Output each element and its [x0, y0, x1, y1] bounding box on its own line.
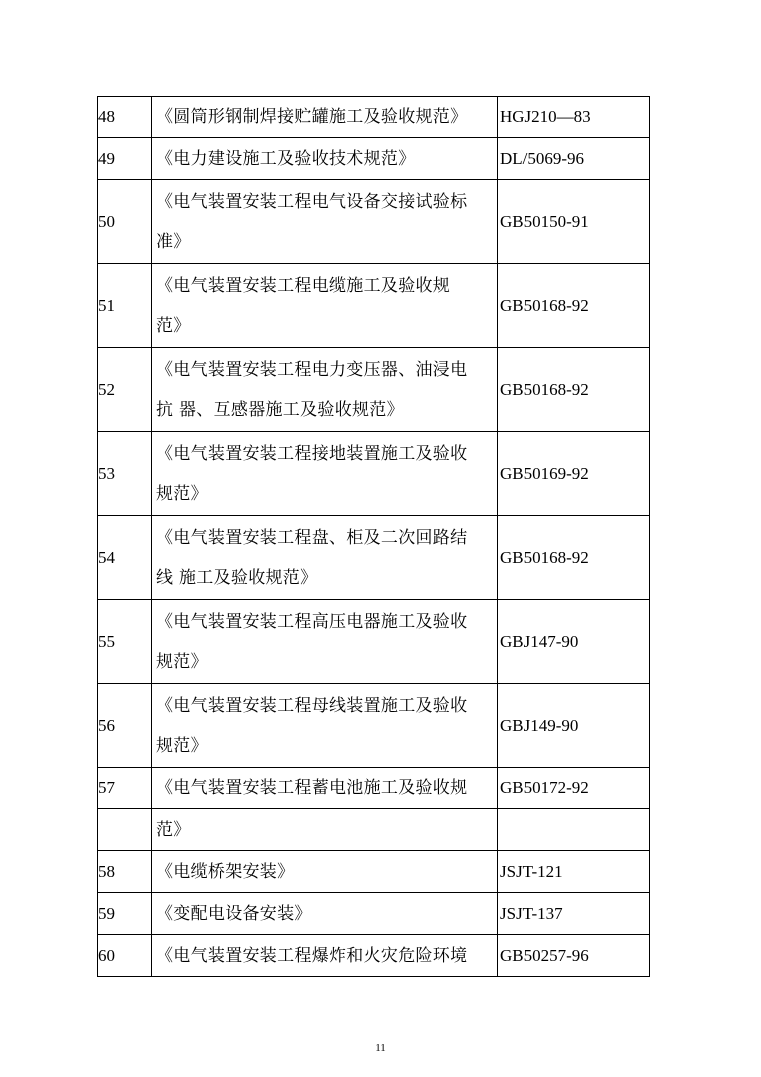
standard-name-line-1: 《电气装置安装工程电缆施工及验收规 [156, 276, 451, 296]
standard-name-line-1: 《电气装置安装工程高压电器施工及验收 [156, 612, 468, 632]
standard-name [151, 684, 497, 767]
row-number: 56 [97, 684, 151, 767]
standard-code: GB50168-92 [497, 516, 650, 599]
row-number: 49 [97, 138, 151, 179]
row-number: 60 [97, 935, 151, 976]
table-row [97, 516, 650, 600]
table-row [97, 180, 650, 264]
standard-name-line-2: 抗 器、互感器施工及验收规范》 [156, 400, 404, 420]
table-row [97, 600, 650, 684]
standard-name [151, 180, 497, 263]
table-row [97, 893, 650, 935]
table-row [97, 935, 650, 977]
row-number: 54 [97, 516, 151, 599]
standard-code: JSJT-137 [497, 893, 650, 934]
standard-code: GB50168-92 [497, 348, 650, 431]
standard-name-line-1: 《电气装置安装工程母线装置施工及验收 [156, 696, 468, 716]
standard-code [497, 809, 650, 850]
standard-name-line-1: 《电气装置安装工程接地装置施工及验收 [156, 444, 468, 464]
standard-name-line-2: 规范》 [156, 484, 208, 504]
table-row [97, 851, 650, 893]
table-row [97, 264, 650, 348]
standard-name-line-2: 准》 [156, 232, 191, 252]
table-row [97, 432, 650, 516]
table-row [97, 96, 650, 138]
standard-name-line-2: 规范》 [156, 652, 208, 672]
standard-name: 《电力建设施工及验收技术规范》 [151, 138, 497, 179]
row-number: 55 [97, 600, 151, 683]
standard-name [151, 516, 497, 599]
standards-table [97, 96, 650, 977]
standard-code: GB50257-96 [497, 935, 650, 976]
page-number: 11 [375, 1042, 386, 1054]
table-row [97, 348, 650, 432]
standard-name: 《变配电设备安装》 [151, 893, 497, 934]
standard-name: 范》 [151, 809, 497, 850]
standard-name: 《电缆桥架安装》 [151, 851, 497, 892]
standard-code: GB50168-92 [497, 264, 650, 347]
table-row [97, 809, 650, 851]
row-number: 51 [97, 264, 151, 347]
standard-code: DL/5069-96 [497, 138, 650, 179]
standard-name-line-1: 《电气装置安装工程电气设备交接试验标 [156, 192, 468, 212]
row-number: 59 [97, 893, 151, 934]
standard-name [151, 432, 497, 515]
standard-code: GB50172-92 [497, 768, 650, 808]
row-number: 57 [97, 768, 151, 808]
row-number: 58 [97, 851, 151, 892]
row-number: 52 [97, 348, 151, 431]
table-row [97, 768, 650, 809]
standard-name-line-1: 《电气装置安装工程盘、柜及二次回路结 [156, 528, 468, 548]
standard-name [151, 600, 497, 683]
standard-code: GBJ147-90 [497, 600, 650, 683]
standard-code: GB50150-91 [497, 180, 650, 263]
standard-name-line-2: 线 施工及验收规范》 [156, 568, 318, 588]
row-number: 48 [97, 97, 151, 137]
table-row [97, 684, 650, 768]
row-number: 53 [97, 432, 151, 515]
standard-code: JSJT-121 [497, 851, 650, 892]
standard-name: 《电气装置安装工程蓄电池施工及验收规 [151, 768, 497, 808]
row-number [97, 809, 151, 850]
standard-code: HGJ210—83 [497, 97, 650, 137]
table-row [97, 138, 650, 180]
standard-name [151, 264, 497, 347]
standard-name-line-1: 《电气装置安装工程电力变压器、油浸电 [156, 360, 468, 380]
standard-name-line-2: 规范》 [156, 736, 208, 756]
standard-name [151, 348, 497, 431]
standard-name-line-2: 范》 [156, 316, 191, 336]
standard-name: 《圆筒形钢制焊接贮罐施工及验收规范》 [151, 97, 497, 137]
standard-name: 《电气装置安装工程爆炸和火灾危险环境 [151, 935, 497, 976]
standard-code: GB50169-92 [497, 432, 650, 515]
standard-code: GBJ149-90 [497, 684, 650, 767]
row-number: 50 [97, 180, 151, 263]
